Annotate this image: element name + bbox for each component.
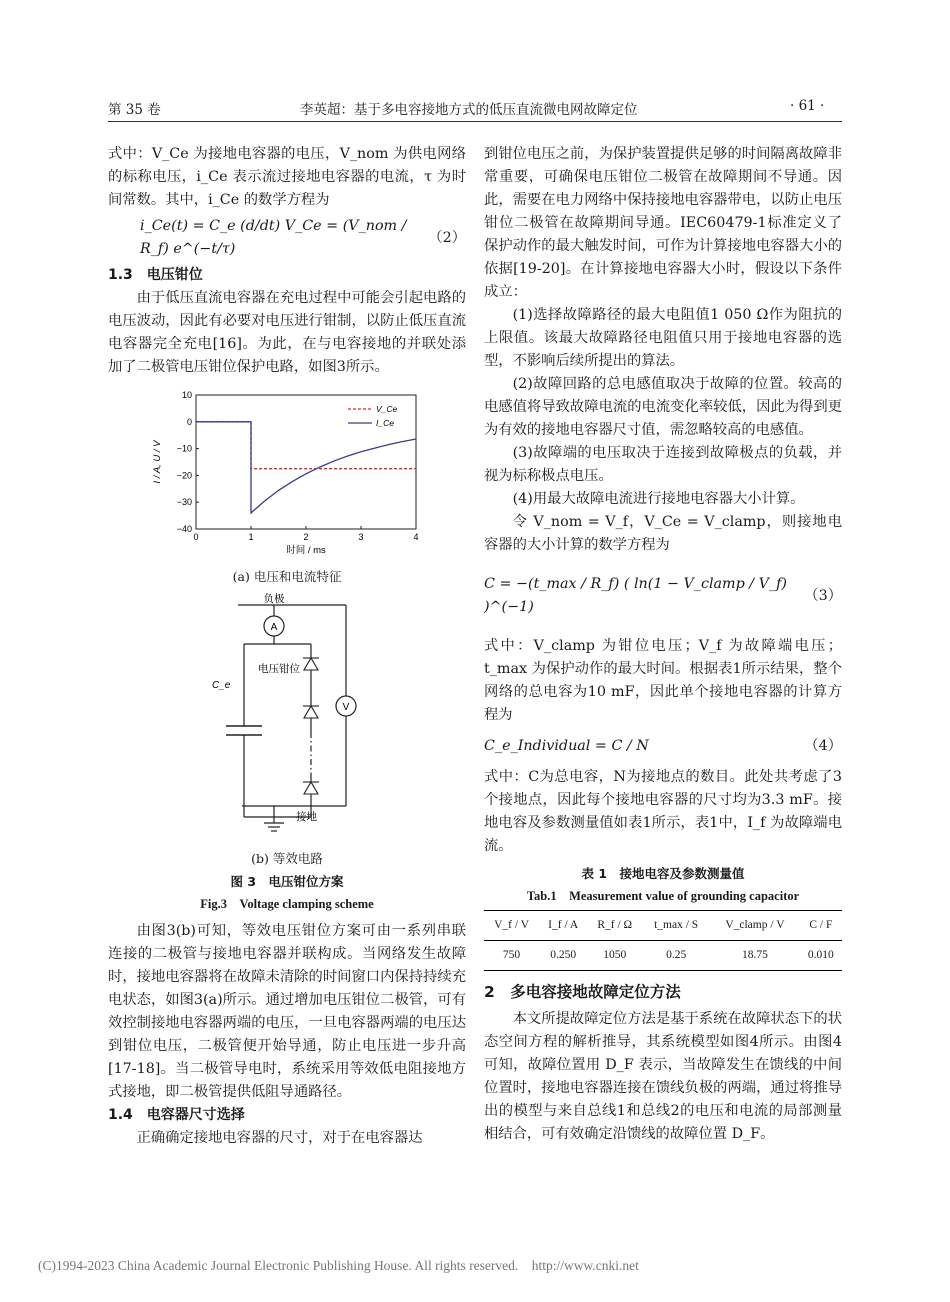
y-tick-label: −40 xyxy=(176,524,192,534)
y-axis-label: I / A, U / V xyxy=(152,440,163,484)
ground-label: 接地 xyxy=(296,811,317,823)
paragraph: 本文所提故障定位方法是基于系统在故障状态下的状态空间方程的解析推导，其系统模型如图4所示。由图4可知，故障位置用 D_F 表示，当故障发生在馈线的中间位置时，接地电容器连接在馈线负极的两端，通过将推导出的模型与来自总线1和总线2的电压和电流的局部测量相结合，可有效确定沿馈线的故障位置 D_F。 xyxy=(484,1011,842,1142)
equation-text: C_e_Individual = C / N xyxy=(484,738,649,754)
table-cell: 1050 xyxy=(587,941,642,971)
equation-text: i_Ce(t) = C_e (d/dt) V_Ce = (V_nom / R_f) e^(−t/τ) xyxy=(140,218,407,257)
chart-series xyxy=(196,422,416,513)
line-chart xyxy=(108,383,466,563)
table-header: I_f / A xyxy=(539,911,587,941)
diode-icon xyxy=(304,782,318,794)
figure-title-cn: 图 3 电压钳位方案 xyxy=(230,874,344,889)
x-tick-label: 2 xyxy=(303,532,309,542)
ammeter-label: A xyxy=(270,622,278,633)
table-header: V_clamp / V xyxy=(710,911,799,941)
y-tick-label: −20 xyxy=(176,470,192,481)
capacitor-label: C_e xyxy=(212,680,231,691)
parameter-table xyxy=(484,910,842,971)
equation-4 xyxy=(484,735,842,758)
paragraph: 正确确定接地电容器的尺寸，对于在电容器达 xyxy=(136,1130,423,1146)
figure-caption-b: (b) 等效电路 xyxy=(251,851,323,866)
x-tick-label: 1 xyxy=(248,532,254,542)
voltmeter-label: V xyxy=(342,702,350,713)
table-header: C / F xyxy=(800,911,842,941)
paragraph: 令 V_nom = V_f，V_Ce = V_clamp，则接地电容器的大小计算的数学方程为 xyxy=(484,514,842,553)
section-heading: 2 多电容接地故障定位方法 xyxy=(484,983,681,1001)
header-rule xyxy=(108,121,842,122)
equation-3 xyxy=(484,573,842,619)
condition-3: (3)故障端的电压取决于连接到故障极点的负载，并视为标称极点电压。 xyxy=(484,445,842,484)
table-cell: 0.25 xyxy=(642,941,710,971)
section-heading: 1.4 电容器尺寸选择 xyxy=(108,1107,245,1123)
series-line-v-ce xyxy=(196,422,416,469)
equation-text: C = −(t_max / R_f) ( ln(1 − V_clamp / V_f) )^(−1) xyxy=(484,576,788,615)
equation-number: （4） xyxy=(804,738,842,754)
table-title-cn: 表 1 接地电容及参数测量值 xyxy=(581,866,745,881)
paragraph: 由图3(b)可知，等效电压钳位方案可由一系列串联连接的二极管与接地电容器并联构成。当网络发生故障时，接地电容器将在故障未清除的时间窗口内保持持续充电状态，如图3(a)所示。通过增加电压钳位二极管，可有效控制接地电容器两端的电压，一旦电容器两端的电压达到钳位电压，二极管便开始导通，防止电压进一步升高[17-18]。当二极管导电时，系统采用等效低电阻接地方式接地，即二极管提供低阻导通路径。 xyxy=(108,923,466,1100)
left-column xyxy=(108,143,466,1150)
table-header: V_f / V xyxy=(484,911,539,941)
header-title: 李英超：基于多电容接地方式的低压直流微电网故障定位 xyxy=(300,102,638,118)
paragraph: 式中：V_clamp 为钳位电压；V_f 为故障端电压；t_max 为保护动作的最大时间。根据表1所示结果，整个网络的总电容为10 mF，因此单个接地电容器的计算方程为 xyxy=(484,638,842,723)
table-cell: 750 xyxy=(484,941,539,971)
table-row xyxy=(484,941,842,971)
table-header-row xyxy=(484,911,842,941)
y-tick-label: −30 xyxy=(176,497,192,508)
figure-title-en: Fig.3 Voltage clamping scheme xyxy=(200,897,374,911)
series-line-i-ce xyxy=(196,422,416,513)
condition-4: (4)用最大故障电流进行接地电容器大小计算。 xyxy=(512,491,805,507)
table-cell: 18.75 xyxy=(710,941,799,971)
plot-frame xyxy=(196,395,416,529)
figure-caption-a: (a) 电压和电流特征 xyxy=(232,569,342,584)
condition-1: (1)选择故障路径的最大电阻值1 050 Ω作为阻抗的上限值。该最大故障路径电阻值只用于接地电容器的选型，不影响后续所提出的算法。 xyxy=(484,307,842,369)
paragraph: 到钳位电压之前，为保护装置提供足够的时间隔离故障非常重要，可确保电压钳位二极管在故障期间不导通。因此，需要在电力网络中保持接地电容器带电，以防止电压钳位二极管在故障期间导通。IEC60479-1标准定义了保护动作的最大触发时间，可作为计算接地电容器大小的依据[19-20]。在计算接地电容器大小时，假设以下条件成立： xyxy=(484,146,842,300)
section-heading: 1.3 电压钳位 xyxy=(108,267,203,283)
right-column xyxy=(484,143,842,1146)
x-tick-label: 3 xyxy=(358,532,364,542)
circuit-diagram xyxy=(108,592,466,847)
equation-number: （2） xyxy=(428,229,466,246)
y-tick-label: −10 xyxy=(176,443,192,454)
paragraph: 式中：V_Ce 为接地电容器的电压，V_nom 为供电网络的标称电压，i_Ce 表示流过接地电容器的电流，τ 为时间常数。其中，i_Ce 的数学方程为 xyxy=(108,146,466,208)
table-header: t_max / S xyxy=(642,911,710,941)
header-page: · 61 · xyxy=(790,98,825,114)
copyright-footer: (C)1994-2023 China Academic Journal Electronic Publishing House. All rights reserved. http://www.cnki.net xyxy=(38,1258,639,1273)
diode-icon xyxy=(304,706,318,718)
header-volume: 第 35 卷 xyxy=(108,102,161,118)
clamp-label: 电压钳位 xyxy=(258,663,300,675)
paragraph: 式中：C为总电容，N为接地点的数目。此处共考虑了3个接地点，因此每个接地电容器的尺寸均为3.3 mF。接地电容及参数测量值如表1所示，表1中，I_f 为故障端电流。 xyxy=(484,769,842,854)
x-tick-label: 4 xyxy=(413,532,419,542)
diode-icon xyxy=(304,658,318,670)
equation-number: （3） xyxy=(804,587,842,604)
condition-2: (2)故障回路的总电感值取决于故障的位置。较高的电感值将导致故障电流的电流变化率较低，因此为得到更为有效的接地电容器尺寸值，需忽略较高的电感值。 xyxy=(484,376,842,438)
paragraph: 由于低压直流电容器在充电过程中可能会引起电路的电压波动，因此有必要对电压进行钳制，以防止低压直流电容器完全充电[16]。为此，在与电容接地的并联处添加了二极管电压钳位保护电路，如图3所示。 xyxy=(108,290,466,375)
legend-label: I_Ce xyxy=(376,418,394,428)
equation-2 xyxy=(140,215,466,261)
y-tick-label: 10 xyxy=(181,390,192,400)
table-cell: 0.250 xyxy=(539,941,587,971)
chart-axes xyxy=(152,390,419,556)
x-axis-label: 时间 / ms xyxy=(286,545,326,556)
table-header: R_f / Ω xyxy=(587,911,642,941)
legend-label: V_Ce xyxy=(376,404,398,414)
x-tick-label: 0 xyxy=(193,532,199,542)
negative-label: 负极 xyxy=(263,593,285,605)
chart-legend xyxy=(348,404,398,428)
y-tick-label: 0 xyxy=(186,416,192,427)
table-cell: 0.010 xyxy=(800,941,842,971)
table-title-en: Tab.1 Measurement value of grounding capacitor xyxy=(526,889,800,903)
